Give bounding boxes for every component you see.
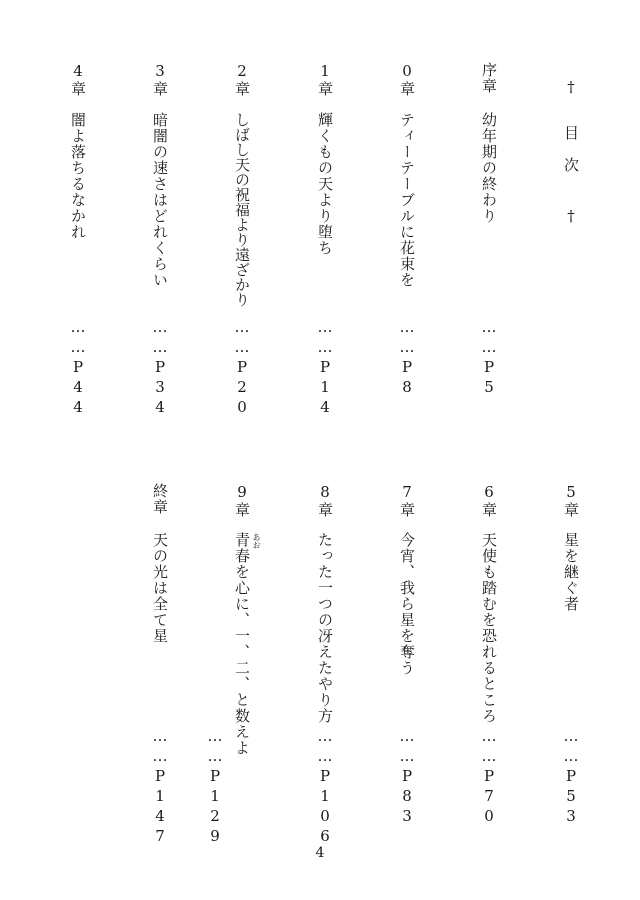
page-ref: ……P129 — [206, 727, 224, 847]
chapter-title: 星を継ぐ者 — [562, 532, 580, 612]
chapter-label: 5章 — [562, 483, 580, 518]
page-number: 4 — [315, 845, 325, 861]
page-ref: ……P5 — [480, 318, 498, 398]
chapter-title: 春を心に、一、二、と数えよ — [233, 548, 251, 756]
title-dagger-top: † — [562, 78, 580, 97]
chapter-title: 輝くもの天より堕ち — [316, 112, 334, 256]
toc-title-char-2: 次 — [562, 157, 580, 173]
page-ref: ……P147 — [151, 727, 169, 847]
chapter-label: 2章 — [233, 62, 251, 97]
page-ref: ……P14 — [316, 318, 334, 418]
chapter-label: 7章 — [398, 483, 416, 518]
page-ref: ……P70 — [480, 727, 498, 827]
chapter-label: 6章 — [480, 483, 498, 518]
chapter-label: 序章 — [480, 62, 498, 94]
chapter-label: 終章 — [151, 483, 169, 515]
chapter-title: 今宵、我ら星を奪う — [398, 532, 416, 676]
page-ref: ……P44 — [69, 318, 87, 418]
chapter-title: 天の光は全て星 — [151, 532, 169, 644]
chapter-label: 1章 — [316, 62, 334, 97]
chapter-title: 幼年期の終わり — [480, 112, 498, 224]
chapter-label: 8章 — [316, 483, 334, 518]
page-ref: ……P83 — [398, 727, 416, 827]
toc-title-char-1: 目 — [562, 125, 580, 141]
chapter-title-ruby: あお — [252, 533, 261, 549]
chapter-title: ティーテーブルに花束を — [398, 112, 416, 288]
page-ref: ……P20 — [233, 318, 251, 418]
title-dagger-bottom: † — [562, 207, 580, 226]
page-ref: ……P53 — [562, 727, 580, 827]
chapter-label: 4章 — [69, 62, 87, 97]
chapter-label: 0章 — [398, 62, 416, 97]
page-ref: ……P34 — [151, 318, 169, 418]
chapter-title: 天使も踏むを恐れるところ — [480, 532, 498, 724]
chapter-title: 闇よ落ちるなかれ — [69, 112, 87, 240]
page-ref: ……P106 — [316, 727, 334, 847]
chapter-label: 3章 — [151, 62, 169, 97]
page-ref: ……P8 — [398, 318, 416, 398]
chapter-title: たった一つの冴えたやり方 — [316, 532, 334, 724]
chapter-label: 9章 — [233, 483, 251, 518]
chapter-title: 暗闇の速さはどれくらい — [151, 112, 169, 288]
chapter-title: しばし天の祝福より遠ざかり — [233, 112, 251, 307]
chapter-title-ruby-base: 青 — [233, 532, 251, 548]
